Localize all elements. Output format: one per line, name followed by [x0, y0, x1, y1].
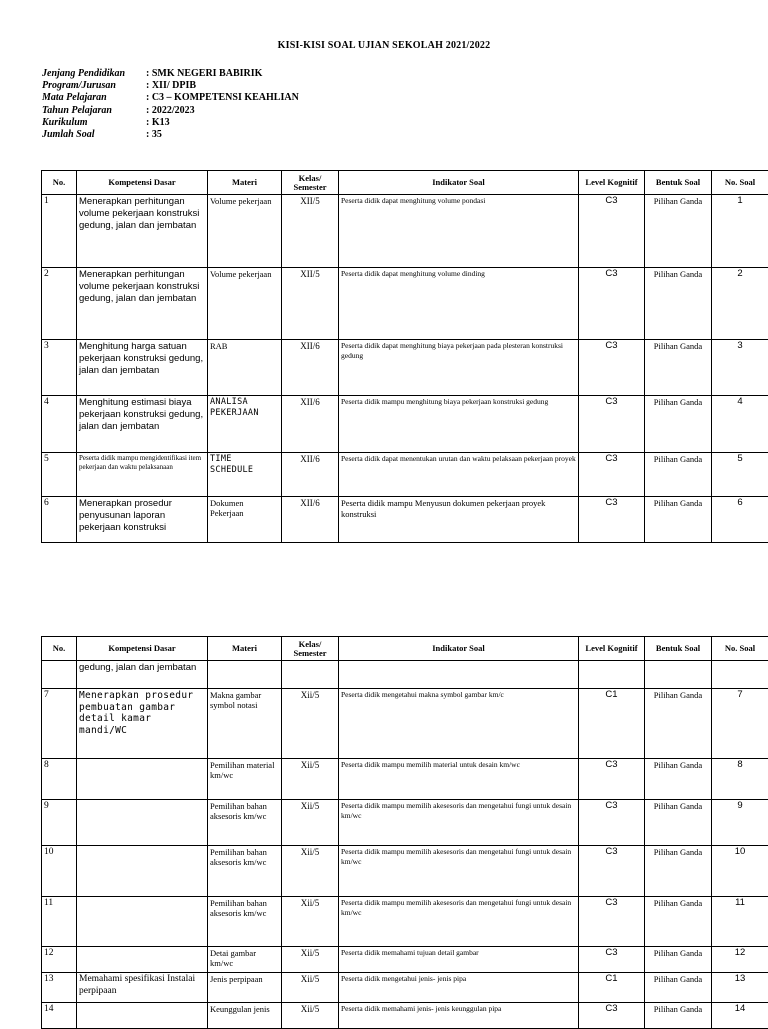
- meta-info: [42, 68, 299, 141]
- header-bentuk-soal: Bentuk Soal: [645, 637, 712, 661]
- document-title: KISI-KISI SOAL UJIAN SEKOLAH 2021/2022: [0, 40, 768, 51]
- cell-kelas-semester: XII/5: [282, 268, 339, 340]
- table-row: [42, 800, 768, 846]
- cell-materi: Keunggulan jenis: [208, 1003, 282, 1029]
- cell-no-soal: 13: [712, 973, 768, 1003]
- cell-materi: Volume pekerjaan: [208, 268, 282, 340]
- cell-indikator-soal: Peserta didik dapat menghitung volume dinding: [339, 268, 579, 340]
- cell-indikator-soal: Peserta didik mampu menghitung biaya pekerjaan konstruksi gedung: [339, 396, 579, 453]
- header-indikator-soal: Indikator Soal: [339, 171, 579, 195]
- cell-no-soal: 1: [712, 195, 768, 268]
- cell-level-kognitif: C3: [579, 897, 645, 947]
- cell-no: 7: [42, 689, 77, 759]
- cell-no: 9: [42, 800, 77, 846]
- cell-level-kognitif: C3: [579, 846, 645, 897]
- cell-indikator-soal: Peserta didik mengetahui jenis- jenis pipa: [339, 973, 579, 1003]
- cell-no-soal: 14: [712, 1003, 768, 1029]
- cell-indikator-soal: Peserta didik memahami jenis- jenis keunggulan pipa: [339, 1003, 579, 1029]
- meta-value: : K13: [146, 117, 299, 129]
- meta-label: Jumlah Soal: [42, 129, 146, 141]
- cell-no: 13: [42, 973, 77, 1003]
- cell-bentuk-soal: Pilihan Ganda: [645, 396, 712, 453]
- cell-kompetensi-dasar: Menerapkan prosedur pembuatan gambar detail kamar mandi/WC: [77, 689, 208, 759]
- cell-materi: RAB: [208, 340, 282, 396]
- cell-indikator-soal: Peserta didik mampu memilih akesesoris dan mengetahui fungi untuk desain km/wc: [339, 846, 579, 897]
- cell-level-kognitif: C3: [579, 195, 645, 268]
- cell-materi: Pemilihan bahan aksesoris km/wc: [208, 800, 282, 846]
- cell-level-kognitif: C3: [579, 340, 645, 396]
- table-row: [42, 268, 768, 340]
- header-no-soal: No. Soal: [712, 171, 768, 195]
- cell-materi: Jenis perpipaan: [208, 973, 282, 1003]
- cell-no-soal: 12: [712, 947, 768, 973]
- cell-kompetensi-dasar: [77, 897, 208, 947]
- header-materi: Materi: [208, 171, 282, 195]
- cell-kelas-semester: XII/6: [282, 340, 339, 396]
- cell-no: 8: [42, 759, 77, 800]
- meta-row: [42, 129, 299, 141]
- cell-kelas-semester: Xii/5: [282, 1003, 339, 1029]
- cell-kompetensi-dasar: [77, 800, 208, 846]
- cell-no-soal: 6: [712, 497, 768, 543]
- table-row: [42, 497, 768, 543]
- cell-level-kognitif: C3: [579, 396, 645, 453]
- cell-no: 1: [42, 195, 77, 268]
- meta-row: [42, 105, 299, 117]
- cell-kelas-semester: [282, 661, 339, 689]
- cell-materi: Pemilihan bahan aksesoris km/wc: [208, 897, 282, 947]
- cell-kompetensi-dasar: Memahami spesifikasi Instalai perpipaan: [77, 973, 208, 1003]
- cell-kompetensi-dasar: [77, 846, 208, 897]
- cell-kelas-semester: Xii/5: [282, 897, 339, 947]
- cell-bentuk-soal: Pilihan Ganda: [645, 800, 712, 846]
- header-level-kognitif: Level Kognitif: [579, 171, 645, 195]
- header-kelas-semester: Kelas/ Semester: [282, 637, 339, 661]
- cell-no: [42, 661, 77, 689]
- cell-kelas-semester: XII/6: [282, 497, 339, 543]
- cell-no-soal: 3: [712, 340, 768, 396]
- table-row: [42, 897, 768, 947]
- meta-label: Jenjang Pendidikan: [42, 68, 146, 80]
- cell-kompetensi-dasar: [77, 1003, 208, 1029]
- header-level-kognitif: Level Kognitif: [579, 637, 645, 661]
- cell-no: 5: [42, 453, 77, 497]
- header-kelas-semester: Kelas/ Semester: [282, 171, 339, 195]
- cell-level-kognitif: C3: [579, 759, 645, 800]
- cell-no: 10: [42, 846, 77, 897]
- kisi-kisi-table-2: [41, 636, 768, 1029]
- cell-no: 4: [42, 396, 77, 453]
- table-row: [42, 846, 768, 897]
- meta-label: Mata Pelajaran: [42, 92, 146, 104]
- header-no-soal: No. Soal: [712, 637, 768, 661]
- meta-value: : SMK NEGERI BABIRIK: [146, 68, 299, 80]
- cell-bentuk-soal: Pilihan Ganda: [645, 268, 712, 340]
- cell-bentuk-soal: Pilihan Ganda: [645, 689, 712, 759]
- cell-no: 14: [42, 1003, 77, 1029]
- cell-indikator-soal: Peserta didik mengetahui makna symbol gambar km/c: [339, 689, 579, 759]
- cell-kompetensi-dasar: Menghitung estimasi biaya pekerjaan konstruksi gedung, jalan dan jembatan: [77, 396, 208, 453]
- cell-materi: Volume pekerjaan: [208, 195, 282, 268]
- cell-no-soal: 8: [712, 759, 768, 800]
- meta-row: [42, 68, 299, 80]
- cell-level-kognitif: C1: [579, 689, 645, 759]
- cell-kelas-semester: XII/6: [282, 453, 339, 497]
- cell-level-kognitif: C3: [579, 268, 645, 340]
- meta-row: [42, 92, 299, 104]
- cell-no-soal: 10: [712, 846, 768, 897]
- cell-bentuk-soal: [645, 661, 712, 689]
- cell-bentuk-soal: Pilihan Ganda: [645, 897, 712, 947]
- cell-materi: ANALISA PEKERJAAN: [208, 396, 282, 453]
- cell-bentuk-soal: Pilihan Ganda: [645, 340, 712, 396]
- table-row: [42, 973, 768, 1003]
- cell-kompetensi-dasar: Peserta didik mampu mengidentifikasi item pekerjaan dan waktu pelaksanaan: [77, 453, 208, 497]
- cell-kompetensi-dasar: Menerapkan prosedur penyusunan laporan pekerjaan konstruksi: [77, 497, 208, 543]
- cell-bentuk-soal: Pilihan Ganda: [645, 453, 712, 497]
- cell-bentuk-soal: Pilihan Ganda: [645, 195, 712, 268]
- meta-row: [42, 80, 299, 92]
- cell-indikator-soal: [339, 661, 579, 689]
- cell-no: 3: [42, 340, 77, 396]
- cell-materi: Dokumen Pekerjaan: [208, 497, 282, 543]
- table-row: [42, 759, 768, 800]
- cell-level-kognitif: C3: [579, 800, 645, 846]
- cell-no-soal: 11: [712, 897, 768, 947]
- cell-kelas-semester: Xii/5: [282, 973, 339, 1003]
- table-row: [42, 947, 768, 973]
- cell-level-kognitif: C1: [579, 973, 645, 1003]
- cell-indikator-soal: Peserta didik dapat menghitung biaya pekerjaan pada plesteran konstruksi gedung: [339, 340, 579, 396]
- cell-kelas-semester: Xii/5: [282, 846, 339, 897]
- cell-materi: Detai gambar km/wc: [208, 947, 282, 973]
- cell-kompetensi-dasar: gedung, jalan dan jembatan: [77, 661, 208, 689]
- cell-no-soal: 2: [712, 268, 768, 340]
- cell-kelas-semester: Xii/5: [282, 800, 339, 846]
- meta-label: Kurikulum: [42, 117, 146, 129]
- cell-level-kognitif: C3: [579, 1003, 645, 1029]
- header-no: No.: [42, 637, 77, 661]
- cell-indikator-soal: Peserta didik mampu memilih akesesoris dan mengetahui fungi untuk desain km/wc: [339, 897, 579, 947]
- meta-value: : 35: [146, 129, 299, 141]
- cell-materi: Makna gambar symbol notasi: [208, 689, 282, 759]
- cell-level-kognitif: C3: [579, 947, 645, 973]
- cell-kompetensi-dasar: Menghitung harga satuan pekerjaan konstruksi gedung, jalan dan jembatan: [77, 340, 208, 396]
- meta-value: : 2022/2023: [146, 105, 299, 117]
- cell-materi: [208, 661, 282, 689]
- table-row: [42, 661, 768, 689]
- kisi-kisi-table-1: [41, 170, 768, 543]
- meta-value: : C3 – KOMPETENSI KEAHLIAN: [146, 92, 299, 104]
- meta-row: [42, 117, 299, 129]
- meta-label: Tahun Pelajaran: [42, 105, 146, 117]
- header-indikator-soal: Indikator Soal: [339, 637, 579, 661]
- cell-level-kognitif: [579, 661, 645, 689]
- cell-level-kognitif: C3: [579, 497, 645, 543]
- cell-level-kognitif: C3: [579, 453, 645, 497]
- cell-kompetensi-dasar: Menerapkan perhitungan volume pekerjaan konstruksi gedung, jalan dan jembatan: [77, 268, 208, 340]
- cell-indikator-soal: Peserta didik mampu Menyusun dokumen pekerjaan proyek konstruksi: [339, 497, 579, 543]
- cell-no: 11: [42, 897, 77, 947]
- cell-no-soal: [712, 661, 768, 689]
- cell-bentuk-soal: Pilihan Ganda: [645, 1003, 712, 1029]
- cell-kelas-semester: Xii/5: [282, 689, 339, 759]
- cell-indikator-soal: Peserta didik dapat menghitung volume pondasi: [339, 195, 579, 268]
- cell-no: 6: [42, 497, 77, 543]
- cell-bentuk-soal: Pilihan Ganda: [645, 497, 712, 543]
- cell-materi: Pemilihan material km/wc: [208, 759, 282, 800]
- cell-materi: Pemilihan bahan aksesoris km/wc: [208, 846, 282, 897]
- cell-bentuk-soal: Pilihan Ganda: [645, 846, 712, 897]
- cell-no-soal: 4: [712, 396, 768, 453]
- header-materi: Materi: [208, 637, 282, 661]
- meta-label: Program/Jurusan: [42, 80, 146, 92]
- header-no: No.: [42, 171, 77, 195]
- header-kompetensi-dasar: Kompetensi Dasar: [77, 171, 208, 195]
- cell-kompetensi-dasar: [77, 947, 208, 973]
- cell-kelas-semester: XII/6: [282, 396, 339, 453]
- cell-kelas-semester: Xii/5: [282, 759, 339, 800]
- header-bentuk-soal: Bentuk Soal: [645, 171, 712, 195]
- meta-value: : XII/ DPIB: [146, 80, 299, 92]
- table-row: [42, 453, 768, 497]
- cell-indikator-soal: Peserta didik mampu memilih akesesoris dan mengetahui fungi untuk desain km/wc: [339, 800, 579, 846]
- table-row: [42, 689, 768, 759]
- cell-no: 2: [42, 268, 77, 340]
- cell-no-soal: 5: [712, 453, 768, 497]
- cell-kompetensi-dasar: Menerapkan perhitungan volume pekerjaan konstruksi gedung, jalan dan jembatan: [77, 195, 208, 268]
- cell-no-soal: 9: [712, 800, 768, 846]
- header-kompetensi-dasar: Kompetensi Dasar: [77, 637, 208, 661]
- cell-indikator-soal: Peserta didik mampu memilih material untuk desain km/wc: [339, 759, 579, 800]
- cell-kelas-semester: Xii/5: [282, 947, 339, 973]
- cell-kelas-semester: XII/5: [282, 195, 339, 268]
- cell-no: 12: [42, 947, 77, 973]
- cell-kompetensi-dasar: [77, 759, 208, 800]
- cell-materi: TIME SCHEDULE: [208, 453, 282, 497]
- cell-bentuk-soal: Pilihan Ganda: [645, 947, 712, 973]
- cell-bentuk-soal: Pilihan Ganda: [645, 759, 712, 800]
- table-row: [42, 340, 768, 396]
- cell-indikator-soal: Peserta didik memahami tujuan detail gambar: [339, 947, 579, 973]
- cell-indikator-soal: Peserta didik dapat menentukan urutan dan waktu pelaksaan pekerjaan proyek: [339, 453, 579, 497]
- cell-bentuk-soal: Pilihan Ganda: [645, 973, 712, 1003]
- table-row: [42, 1003, 768, 1029]
- table-row: [42, 195, 768, 268]
- cell-no-soal: 7: [712, 689, 768, 759]
- table-row: [42, 396, 768, 453]
